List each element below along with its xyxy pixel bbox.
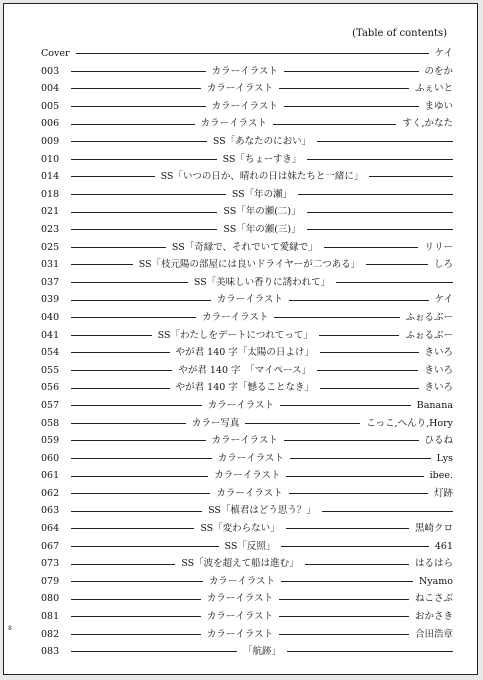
leader-line bbox=[307, 159, 453, 160]
toc-row bbox=[41, 573, 453, 591]
leader-line bbox=[71, 388, 170, 389]
toc-row bbox=[41, 221, 453, 239]
toc-title: やが君 140 字「憾ることなき」 bbox=[175, 382, 314, 394]
leader-line bbox=[336, 282, 453, 283]
leader-line bbox=[320, 352, 419, 353]
toc-row bbox=[41, 168, 453, 186]
toc-author: まゆい bbox=[424, 100, 454, 112]
toc-title: カラーイラスト bbox=[208, 575, 276, 587]
leader-line bbox=[71, 546, 219, 547]
leader-line bbox=[71, 300, 211, 301]
toc-title: カラーイラスト bbox=[207, 399, 274, 411]
toc-row bbox=[41, 450, 453, 468]
toc-row bbox=[41, 151, 453, 169]
leader-line bbox=[319, 335, 400, 336]
leader-line bbox=[71, 581, 203, 582]
toc-title: SS「年の瀬(三)」 bbox=[223, 223, 301, 235]
toc-author: ケイ bbox=[434, 294, 453, 306]
toc-row bbox=[41, 274, 453, 292]
toc-page-number: 064 bbox=[41, 523, 60, 535]
leader-line bbox=[279, 616, 409, 617]
toc-author: ふぉるぶー bbox=[405, 329, 453, 341]
toc-title: カラーイラスト bbox=[211, 435, 278, 447]
leader-line bbox=[320, 388, 419, 389]
toc-row bbox=[41, 538, 453, 556]
leader-line bbox=[71, 71, 206, 72]
leader-line bbox=[286, 528, 409, 529]
toc-list bbox=[41, 45, 453, 661]
toc-title: カラーイラスト bbox=[216, 294, 283, 306]
toc-author: はるはら bbox=[414, 558, 453, 570]
leader-line bbox=[71, 440, 206, 441]
toc-page-number: 056 bbox=[41, 382, 60, 394]
toc-row bbox=[41, 291, 453, 309]
toc-row bbox=[41, 239, 453, 257]
toc-page-number: 059 bbox=[41, 435, 60, 447]
toc-page bbox=[3, 3, 478, 675]
leader-line bbox=[71, 124, 195, 125]
leader-line bbox=[369, 176, 453, 177]
leader-line bbox=[273, 124, 397, 125]
leader-line bbox=[71, 352, 170, 353]
leader-line bbox=[279, 634, 409, 635]
toc-title: SS「いつの日か、晴れの日は妹たちと一緒に」 bbox=[160, 171, 364, 183]
leader-line bbox=[324, 247, 419, 248]
toc-title: カラーイラスト bbox=[206, 83, 274, 95]
leader-line bbox=[71, 599, 201, 600]
toc-page-number: 063 bbox=[41, 505, 60, 517]
leader-line bbox=[287, 651, 453, 652]
leader-line bbox=[71, 493, 210, 494]
leader-line bbox=[284, 71, 419, 72]
toc-author: ふぉるぶー bbox=[405, 311, 454, 323]
toc-author: こっこ,へんり,Hory bbox=[366, 417, 453, 429]
toc-row bbox=[41, 467, 453, 485]
toc-page-number: 003 bbox=[41, 65, 60, 77]
toc-page-number: 037 bbox=[41, 276, 60, 288]
toc-row bbox=[41, 608, 453, 626]
toc-page-number: 067 bbox=[41, 540, 60, 552]
toc-title: カラーイラスト bbox=[202, 311, 269, 323]
leader-line bbox=[71, 423, 186, 424]
toc-row bbox=[41, 502, 453, 520]
leader-line bbox=[280, 405, 411, 406]
toc-title: カラーイラスト bbox=[211, 100, 278, 112]
toc-row bbox=[41, 432, 453, 450]
toc-page-number: 082 bbox=[41, 628, 60, 640]
leader-line bbox=[290, 458, 431, 459]
toc-page-number: 023 bbox=[41, 223, 60, 235]
toc-page-number: 055 bbox=[41, 364, 60, 376]
leader-line bbox=[71, 247, 166, 248]
toc-title: やが君 140 字「太陽の日よけ」 bbox=[175, 347, 314, 359]
leader-line bbox=[281, 581, 413, 582]
toc-title: SS「美味しい香りに誘われて」 bbox=[193, 276, 331, 288]
toc-author: おかさき bbox=[415, 611, 454, 623]
toc-row bbox=[41, 203, 453, 221]
leader-line bbox=[245, 423, 360, 424]
toc-row bbox=[41, 309, 453, 327]
leader-line bbox=[274, 317, 399, 318]
toc-author: しろ bbox=[433, 259, 453, 271]
leader-line bbox=[71, 335, 152, 336]
toc-page-number: 060 bbox=[41, 452, 60, 464]
toc-page-number: 014 bbox=[41, 171, 60, 183]
toc-title: SS「変わらない」 bbox=[200, 523, 280, 535]
leader-line bbox=[71, 106, 206, 107]
toc-title: やが君 140 字 「マイペース」 bbox=[178, 364, 312, 376]
toc-title: SS「年の瀬(二)」 bbox=[223, 206, 301, 218]
toc-page-number: 005 bbox=[41, 100, 60, 112]
leader-line bbox=[71, 651, 237, 652]
toc-author: 灯跡 bbox=[434, 487, 454, 499]
toc-title: カラーイラスト bbox=[206, 611, 274, 623]
toc-title: SS「反照」 bbox=[224, 540, 276, 552]
leader-line bbox=[71, 141, 207, 142]
toc-author: Banana bbox=[416, 399, 453, 411]
leader-line bbox=[366, 264, 428, 265]
toc-title: SS「年の瀬」 bbox=[231, 188, 293, 200]
toc-row bbox=[41, 45, 453, 63]
toc-title: SS「ちょーすき」 bbox=[222, 153, 302, 165]
toc-row bbox=[41, 590, 453, 608]
toc-author: 461 bbox=[434, 540, 453, 552]
leader-line bbox=[71, 458, 212, 459]
toc-title: カラー写真 bbox=[191, 417, 240, 429]
toc-author: ふぇいと bbox=[415, 83, 454, 95]
leader-line bbox=[71, 405, 202, 406]
toc-page-number: 054 bbox=[41, 347, 60, 359]
leader-line bbox=[322, 511, 453, 512]
leader-line bbox=[76, 53, 429, 54]
toc-title: カラーイラスト bbox=[206, 628, 274, 640]
toc-title: カラーイラスト bbox=[216, 487, 283, 499]
leader-line bbox=[71, 616, 201, 617]
leader-line bbox=[71, 176, 155, 177]
leader-line bbox=[71, 88, 201, 89]
toc-title: SS「波を超えて船は進む」 bbox=[181, 558, 299, 570]
toc-page-number: 025 bbox=[41, 241, 60, 253]
toc-row bbox=[41, 555, 453, 573]
toc-page-number: 080 bbox=[41, 593, 60, 605]
leader-line bbox=[284, 440, 419, 441]
toc-title: SS「奇縁で、それでいて愛縁で」 bbox=[171, 241, 318, 253]
leader-line bbox=[71, 634, 201, 635]
toc-page-number: 079 bbox=[41, 575, 60, 587]
toc-author: きいろ bbox=[424, 364, 453, 376]
toc-row bbox=[41, 115, 453, 133]
toc-title: カラーイラスト bbox=[211, 65, 278, 77]
toc-title: 「航跡」 bbox=[243, 646, 282, 658]
leader-line bbox=[279, 599, 409, 600]
toc-row bbox=[41, 414, 453, 432]
leader-line bbox=[286, 476, 423, 477]
toc-row bbox=[41, 63, 453, 81]
toc-page-number: 031 bbox=[41, 259, 60, 271]
leader-line bbox=[71, 194, 226, 195]
leader-line bbox=[284, 106, 419, 107]
toc-page-number: 006 bbox=[41, 118, 60, 130]
leader-line bbox=[298, 194, 453, 195]
toc-row bbox=[41, 98, 453, 116]
leader-line bbox=[307, 229, 453, 230]
toc-author: ねこさぶ bbox=[415, 593, 454, 605]
leader-line bbox=[289, 493, 428, 494]
toc-page-number: 073 bbox=[41, 558, 60, 570]
toc-author: Lys bbox=[436, 452, 454, 464]
toc-row bbox=[41, 362, 453, 380]
toc-row bbox=[41, 327, 453, 345]
toc-author: リリー bbox=[424, 241, 453, 253]
toc-title: カラーイラスト bbox=[200, 118, 267, 130]
toc-row bbox=[41, 643, 453, 661]
page-header: (Table of contents) bbox=[352, 28, 447, 39]
toc-page-number: 057 bbox=[41, 399, 60, 411]
side-page-mark: 8 bbox=[8, 625, 12, 632]
toc-page-number: Cover bbox=[41, 48, 70, 60]
toc-title: SS「あなたのにおい」 bbox=[212, 136, 312, 148]
toc-title: カラーイラスト bbox=[206, 593, 274, 605]
toc-author: のをか bbox=[424, 65, 454, 77]
leader-line bbox=[71, 370, 172, 371]
toc-page-number: 018 bbox=[41, 188, 60, 200]
toc-author: ケイ bbox=[434, 48, 453, 60]
leader-line bbox=[307, 212, 453, 213]
leader-line bbox=[71, 476, 208, 477]
toc-row bbox=[41, 626, 453, 644]
toc-author: きいろ bbox=[424, 382, 454, 394]
leader-line bbox=[317, 141, 453, 142]
toc-row bbox=[41, 397, 453, 415]
leader-line bbox=[71, 264, 133, 265]
toc-author: ひるね bbox=[424, 435, 454, 447]
toc-row bbox=[41, 485, 453, 503]
toc-row bbox=[41, 344, 453, 362]
leader-line bbox=[317, 370, 418, 371]
toc-page-number: 081 bbox=[41, 611, 60, 623]
leader-line bbox=[281, 546, 429, 547]
toc-page-number: 041 bbox=[41, 329, 60, 341]
toc-author: すく,かなた bbox=[402, 118, 453, 130]
toc-page-number: 039 bbox=[41, 294, 60, 306]
toc-page-number: 058 bbox=[41, 417, 60, 429]
toc-title: カラーイラスト bbox=[217, 452, 284, 464]
leader-line bbox=[71, 317, 196, 318]
toc-row bbox=[41, 256, 453, 274]
toc-page-number: 083 bbox=[41, 646, 60, 658]
toc-author: 黒崎クロ bbox=[414, 523, 453, 535]
leader-line bbox=[71, 528, 194, 529]
toc-row bbox=[41, 186, 453, 204]
toc-page-number: 021 bbox=[41, 206, 60, 218]
leader-line bbox=[279, 88, 409, 89]
toc-author: Nyamo bbox=[418, 575, 454, 587]
toc-title: SS「わたしをデートにつれてって」 bbox=[157, 329, 313, 341]
toc-author: 合田浩章 bbox=[415, 628, 454, 640]
toc-page-number: 010 bbox=[41, 153, 60, 165]
leader-line bbox=[289, 300, 429, 301]
toc-row bbox=[41, 80, 453, 98]
leader-line bbox=[71, 229, 217, 230]
leader-line bbox=[71, 564, 175, 565]
toc-author: きいろ bbox=[424, 347, 454, 359]
leader-line bbox=[71, 159, 217, 160]
toc-title: SS「槙君はどう思う？」 bbox=[208, 505, 316, 517]
toc-row bbox=[41, 133, 453, 151]
leader-line bbox=[71, 212, 217, 213]
toc-page-number: 040 bbox=[41, 311, 60, 323]
leader-line bbox=[71, 282, 188, 283]
toc-page-number: 004 bbox=[41, 83, 60, 95]
leader-line bbox=[305, 564, 409, 565]
toc-title: カラーイラスト bbox=[214, 470, 281, 482]
toc-row bbox=[41, 520, 453, 538]
toc-page-number: 009 bbox=[41, 136, 60, 148]
toc-row bbox=[41, 379, 453, 397]
toc-author: ibee. bbox=[429, 470, 454, 482]
toc-page-number: 061 bbox=[41, 470, 60, 482]
leader-line bbox=[71, 511, 202, 512]
toc-page-number: 062 bbox=[41, 487, 60, 499]
toc-title: SS「枝元陽の部屋には良いドライヤーが二つある」 bbox=[138, 259, 361, 271]
